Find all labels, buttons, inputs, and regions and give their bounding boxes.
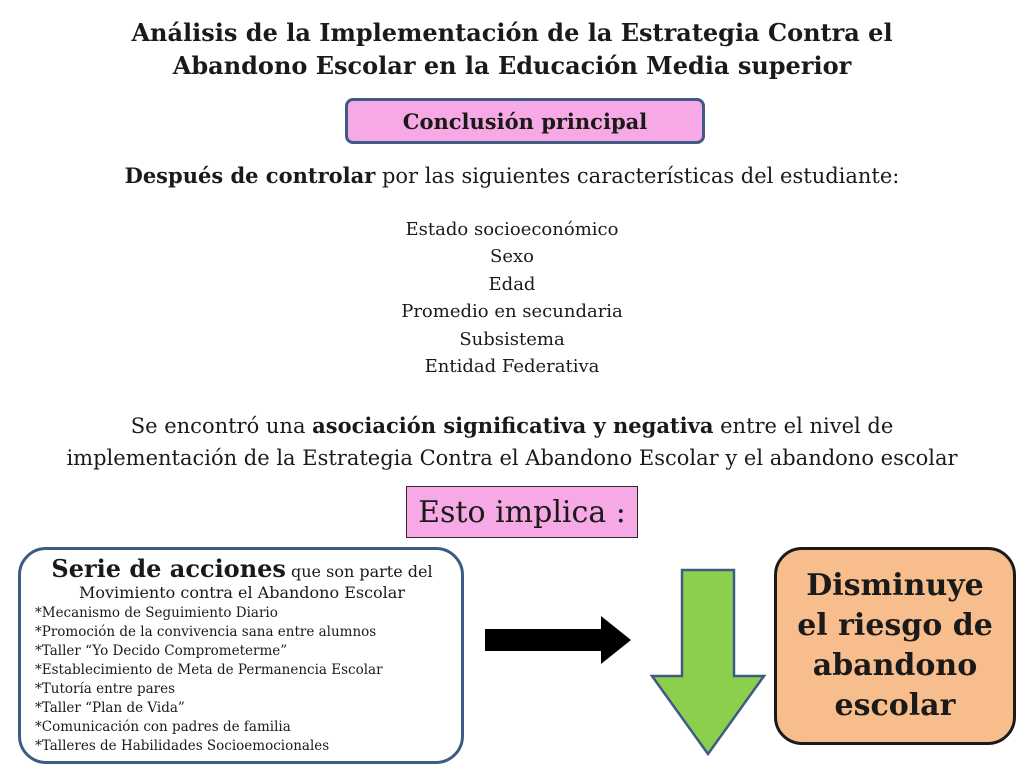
control-variable: Promedio en secundaria (401, 301, 623, 323)
controls-intro (20, 163, 1004, 188)
action-item: *Mecanismo de Seguimiento Diario (35, 605, 278, 621)
control-variables-list (312, 216, 712, 380)
outcome-box (774, 547, 1016, 745)
title-line-1: Análisis de la Implementación de la Estrategia Contra el (131, 18, 893, 47)
implies-label: Esto implica : (418, 494, 626, 530)
outcome-line-2: el riesgo de (797, 608, 993, 643)
actions-box (18, 547, 464, 764)
action-item: *Taller “Yo Decido Comprometerme” (35, 643, 288, 659)
finding-suffix: entre el nivel de (713, 414, 894, 438)
controls-intro-bold: Después de controlar (124, 163, 376, 188)
action-item: *Taller “Plan de Vida” (35, 700, 185, 716)
actions-list (35, 604, 449, 756)
control-variable: Sexo (490, 246, 534, 268)
finding-line-2: implementación de la Estrategia Contra el Abandono Escolar y el abandono escolar (66, 446, 958, 470)
arrow-down-icon (650, 568, 766, 756)
action-item: *Promoción de la convivencia sana entre alumnos (35, 624, 377, 640)
actions-heading-line-2: Movimiento contra el Abandono Escolar (79, 583, 405, 602)
finding-statement (20, 410, 1004, 474)
controls-intro-rest: por las siguientes características del estudiante: (375, 164, 900, 188)
actions-heading-bold: Serie de acciones (51, 554, 286, 583)
finding-bold: asociación significativa y negativa (312, 413, 714, 438)
title-line-2: Abandono Escolar en la Educación Media superior (172, 51, 852, 80)
actions-heading (35, 554, 449, 603)
finding-prefix: Se encontró una (130, 414, 313, 438)
outcome-line-3: abandono (812, 648, 978, 683)
control-variable: Entidad Federativa (424, 356, 600, 378)
control-variable: Estado socioeconómico (405, 219, 619, 240)
conclusion-label-box (345, 98, 705, 144)
implies-label-box (406, 486, 638, 538)
control-variable: Subsistema (459, 328, 565, 350)
outcome-line-1: Disminuye (806, 568, 984, 603)
action-item: *Establecimiento de Meta de Permanencia Escolar (35, 662, 383, 678)
action-item: *Comunicación con padres de familia (35, 719, 291, 735)
conclusion-label: Conclusión principal (402, 108, 648, 134)
outcome-line-4: escolar (834, 688, 956, 723)
action-item: *Talleres de Habilidades Socioemocionales (35, 738, 330, 754)
control-variable: Edad (488, 273, 536, 295)
actions-heading-rest: que son parte del (285, 562, 433, 581)
arrow-right-icon (485, 616, 631, 664)
page-title (40, 16, 984, 82)
action-item: *Tutoría entre pares (35, 681, 176, 697)
